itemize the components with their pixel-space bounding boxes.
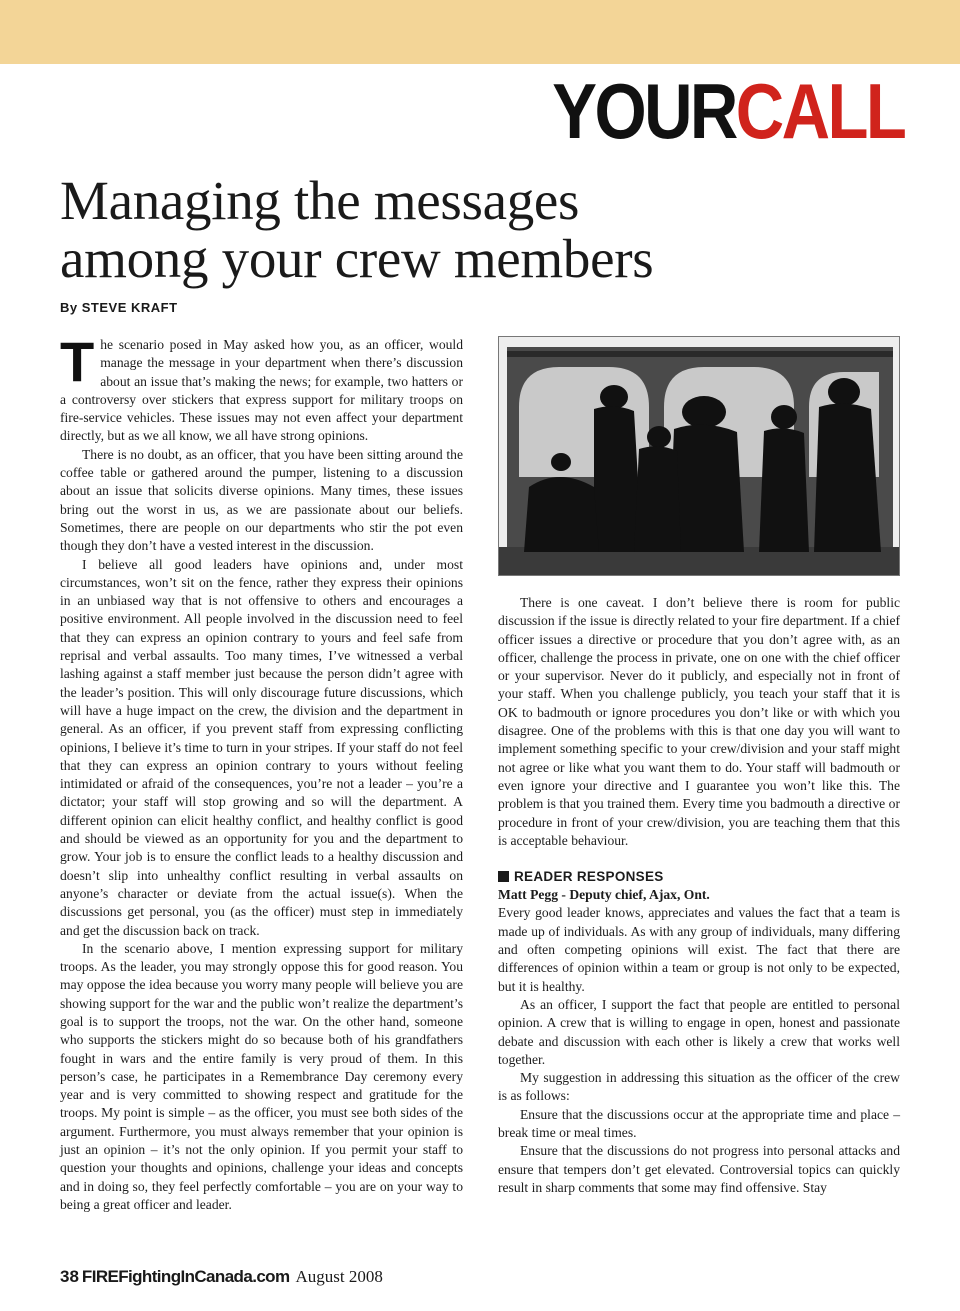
byline [60,300,178,315]
article-paragraph: I believe all good leaders have opinions and, under most circumstances, won’t sit on the fence, rather they express their opinions in an unbiased way that is not offensive to others and encourages a positive environment. All people involved in the discussion need to feel that they can express an opinion contrary to yours and feel safe from reprisal and verbal assaults. Too many times, I’ve witnessed a verbal lashing against a staff member just because the person didn’t agree with the leader’s position. This will only discourage future discussions, which will have a huge impact on the crew, the division and the department in general. As an officer, if you prevent staff from expressing conflicting opinions, I believe it’s time to turn in your stripes. If your staff do not feel that they can express an opinion contrary to yours without feeling intimidated or afraid of the consequences, you’re not a leader – you’re a dictator; your staff will stop growing and so will the department. A different opinion can elicit healthy conflict, and healthy conflict is good and should be viewed as an opportunity for you and the department to grow. Your job is to ensure the conflict leads to a healthy discussion and doesn’t slip into unhealthy conflict resulting in verbal assaults on anyone’s character or deviate from the actual issue(s). When the discussions get personal, you (as the officer) must step in immediately and get the discussion back on track. [60,556,463,938]
footer-date: August 2008 [295,1267,383,1286]
square-bullet-icon [498,871,509,882]
right-column [498,594,900,1197]
silhouette-illustration [499,337,900,576]
paragraph-text: he scenario posed in May asked how you, as an officer, would manage the message in your department when there’s discussion about an issue that’s making the news; for example, two hatters or a controversy over stickers that express support for military troops on fire-service vehicles. These issues may not even affect your department directly, but as we all know, we all have strong opinions. [60,337,463,444]
response-paragraph: My suggestion in addressing this situation as the officer of the crew is as follows: [498,1070,900,1104]
reader-responses-label: READER RESPONSES [514,869,664,885]
section-logo [551,67,904,155]
reader-responses-heading [498,868,900,886]
page-number: 38 [60,1267,79,1286]
footer-website: FIREFightingInCanada.com [81,1267,290,1286]
byline-prefix: By [60,300,78,315]
article-paragraph: There is one caveat. I don’t believe there is room for public discussion if the issue is directly related to your fire department. If a chief officer issues a directive or procedure that you don’t agree with, as an officer, challenge the process in private, one on one with the chief officer or your supervisor. Never do it publicly, and especially not in front of your staff. When you challenge publicly, you teach your staff that it is OK to badmouth or ignore procedures you don’t like or with which you disagree. One of the problems with this is that one day you will want to implement something specific to your crew/division and your staff might not agree or like what you want them to do. Your staff will badmouth or even ignore your directive and I guarantee you won’t like this. The problem is that you trained them. Every time you badmouth a directive or procedure in front of your crew/division, you are teaching them that this is acceptable behaviour. [498,595,900,848]
article-paragraph: There is no doubt, as an officer, that you have been sitting around the coffee table or gathered around the pumper, listening to a discussion about an issue that solicits diverse opinions. Many times, these issues bring out the worst in us, as we are passionate about our beliefs. Sometimes, there are people on our departments who stir the pot even though they don’t have a vested interest in the discussion. [60,446,463,554]
response-paragraph: Every good leader knows, appreciates and values the fact that a team is made up of individuals. As with any group of individuals, many differing and often competing opinions will exist. The fact that there are differences of opinion within a team or group is not only to be expected, but it is healthy. [498,905,900,994]
drop-cap: T [60,330,95,393]
article-paragraph: In the scenario above, I mention expressing support for military troops. As the leader, you may strongly oppose this for good reason. You may oppose the idea because you worry many people will believe you are showing support for the war and the public won’t realize the department’s goal is to support the troops, not the war. On the other hand, someone who supports the stickers might do so because both of his grandfathers fought in wars and the entire family is very proud of them. In this person’s case, he participates in a Remembrance Day ceremony every year and is very committed to showing respect and gratitude for the troops. My point is simple – as the officer, you must see both sides of the argument. Furthermore, you must always remember that your opinion is just an opinion – it’s not the only opinion. If you permit your staff to question your thoughts and opinions, challenge your ideas and concepts and in doing so, they feel perfectly comfortable – you are on your way to being a great officer and leader. [60,940,463,1212]
response-paragraph: Ensure that the discussions do not progress into personal attacks and ensure that tempers don’t get elevated. Controversial topics can quickly result in sharp comments that some may find offensive. Stay [498,1143,900,1195]
firefighters-silhouette-photo [498,336,900,576]
headline-line-2: among your crew members [60,228,654,289]
response-paragraph: Ensure that the discussions occur at the appropriate time and place – break time or meal times. [498,1106,900,1141]
top-color-band [0,0,960,64]
section-logo-your: YOUR [551,67,736,155]
response-paragraph: As an officer, I support the fact that people are entitled to personal opinion. A crew that is willing to engage in open, honest and passionate debate and discussion with each other is likely a crew that works well together. [498,996,900,1067]
section-logo-call: CALL [735,67,904,155]
article-headline [60,172,900,288]
headline-line-1: Managing the messages [60,170,580,231]
article-paragraph [60,330,463,446]
left-column [60,330,463,1214]
byline-author: STEVE KRAFT [81,300,178,315]
page-footer [60,1267,383,1291]
responder-name: Matt Pegg - Deputy chief, Ajax, Ont. [498,887,710,903]
